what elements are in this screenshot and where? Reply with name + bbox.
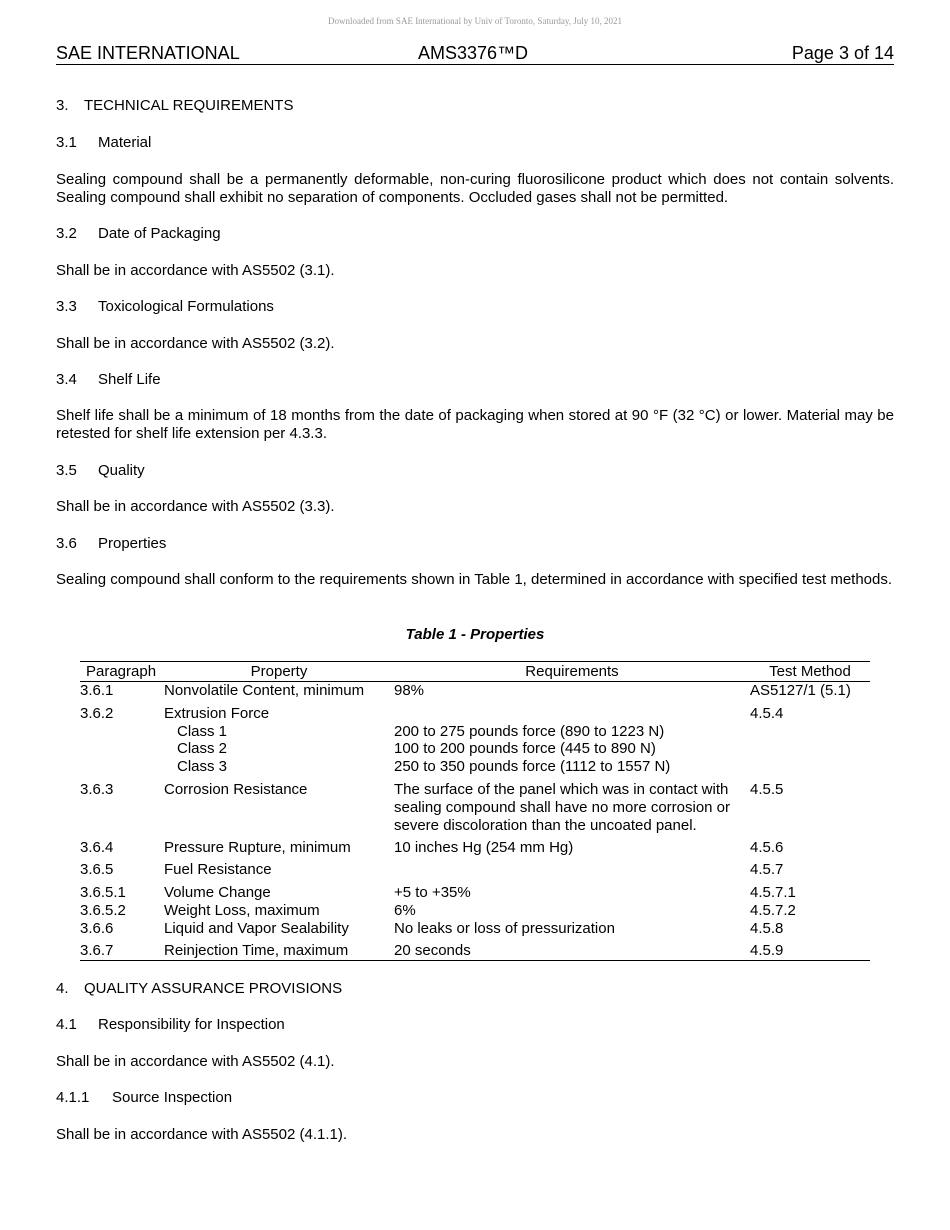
- section-3-5-heading: [56, 462, 145, 480]
- table-cell-method: 4.5.9: [750, 942, 784, 959]
- table-cell-paragraph: 3.6.2: [80, 705, 114, 722]
- table-caption: Table 1 - Properties: [405, 626, 545, 643]
- section-number: 3.4: [56, 371, 77, 388]
- table-cell-property: Corrosion Resistance: [164, 781, 308, 798]
- section-title: Shelf Life: [98, 371, 161, 388]
- table-cell-method: 4.5.5: [750, 781, 784, 798]
- header-organization: SAE INTERNATIONAL: [56, 43, 240, 63]
- section-4-1-heading: [56, 1016, 285, 1034]
- section-number: 4.1.1: [56, 1089, 90, 1106]
- table-cell-paragraph: 3.6.5: [80, 861, 114, 878]
- section-title: Quality: [98, 462, 145, 479]
- table-cell-method: 4.5.7: [750, 861, 784, 878]
- table-cell-requirement: 98%: [394, 682, 425, 699]
- section-3-1-heading: [56, 134, 151, 152]
- table-cell-property: Class 3: [177, 758, 228, 775]
- section-title: Toxicological Formulations: [98, 298, 274, 315]
- table-cell-property: Extrusion Force: [164, 705, 270, 722]
- table-cell-paragraph: 3.6.5.2: [80, 902, 126, 919]
- table-cell-paragraph: 3.6.7: [80, 942, 114, 959]
- section-number: 3.2: [56, 225, 77, 242]
- header-paragraph: Paragraph: [86, 663, 157, 680]
- download-watermark: Downloaded from SAE International by Univ of Toronto, Saturday, July 10, 2021: [327, 16, 623, 26]
- table-cell-requirement: 20 seconds: [394, 942, 471, 959]
- section-3-4-body: Shelf life shall be a minimum of 18 months from the date of packaging when stored at 90 °F (32 °C) or lower. Material may be retested for shelf life extension per 4.3.3.: [56, 407, 894, 442]
- table-cell-property: Volume Change: [164, 884, 271, 901]
- table-cell-method: 4.5.8: [750, 920, 784, 937]
- table-cell-requirement: 200 to 275 pounds force (890 to 1223 N): [394, 723, 665, 740]
- header-document-id: AMS3376™D: [418, 43, 529, 63]
- header-property: Property: [250, 663, 308, 680]
- section-3-6-body: Sealing compound shall conform to the requirements shown in Table 1, determined in accordance with specified test methods.: [56, 571, 893, 588]
- section-title: Material: [98, 134, 152, 151]
- section-number: 3.5: [56, 462, 77, 479]
- table-cell-property: Fuel Resistance: [164, 861, 272, 878]
- section-number: 3.6: [56, 535, 77, 552]
- table-cell-paragraph: 3.6.5.1: [80, 884, 126, 901]
- table-cell-method: 4.5.4: [750, 705, 784, 722]
- section-4-1-body: Shall be in accordance with AS5502 (4.1).: [56, 1053, 335, 1070]
- section-3-heading: [56, 97, 293, 115]
- section-4-1-1-heading: [56, 1089, 232, 1107]
- table-cell-method: 4.5.6: [750, 839, 784, 856]
- section-3-4-heading: [56, 371, 161, 389]
- table-cell-method: AS5127/1 (5.1): [750, 682, 851, 699]
- section-3-1-body: Sealing compound shall be a permanently deformable, non-curing fluorosilicone product which does not contain solvents. Sealing compound shall exhibit no separation of components. Occluded gases shall not be permitted.: [56, 171, 894, 206]
- table-cell-method: 4.5.7.2: [750, 902, 796, 919]
- table-top-rule: [80, 661, 870, 662]
- table-cell-property: Weight Loss, maximum: [164, 902, 320, 919]
- table-cell-requirement: No leaks or loss of pressurization: [394, 920, 615, 937]
- table-cell-property: Class 1: [177, 723, 228, 740]
- header-test-method: Test Method: [769, 663, 851, 680]
- section-title: QUALITY ASSURANCE PROVISIONS: [84, 980, 343, 997]
- table-cell-property: Pressure Rupture, minimum: [164, 839, 351, 856]
- section-title: Properties: [98, 535, 167, 552]
- table-cell-paragraph: 3.6.4: [80, 839, 114, 856]
- section-3-3-heading: [56, 298, 274, 316]
- section-4-1-1-body: Shall be in accordance with AS5502 (4.1.1).: [56, 1126, 348, 1143]
- table-cell-property: Nonvolatile Content, minimum: [164, 682, 365, 699]
- table-cell-requirement: 100 to 200 pounds force (445 to 890 N): [394, 740, 656, 757]
- section-3-3-body: Shall be in accordance with AS5502 (3.2).: [56, 335, 335, 352]
- table-cell-property: Liquid and Vapor Sealability: [164, 920, 349, 937]
- table-cell-requirement: 250 to 350 pounds force (1112 to 1557 N): [394, 758, 671, 775]
- section-number: 3.: [56, 97, 69, 114]
- table-cell-paragraph: 3.6.3: [80, 781, 114, 798]
- section-4-heading: [56, 980, 342, 998]
- table-cell-property: Class 2: [177, 740, 228, 757]
- section-3-2-body: Shall be in accordance with AS5502 (3.1).: [56, 262, 335, 279]
- section-title: Responsibility for Inspection: [98, 1016, 285, 1033]
- section-number: 3.1: [56, 134, 77, 151]
- section-number: 3.3: [56, 298, 77, 315]
- section-title: Date of Packaging: [98, 225, 221, 242]
- section-3-5-body: Shall be in accordance with AS5502 (3.3).: [56, 498, 335, 515]
- header-page-number: Page 3 of 14: [791, 43, 894, 63]
- table-cell-requirement: 6%: [394, 902, 416, 919]
- section-3-6-heading: [56, 535, 166, 553]
- section-title: TECHNICAL REQUIREMENTS: [84, 97, 294, 114]
- section-3-2-heading: [56, 225, 221, 243]
- table-cell-requirement: 10 inches Hg (254 mm Hg): [394, 839, 574, 856]
- table-cell-requirement: The surface of the panel which was in contact with sealing compound shall have no more corrosion or severe discoloration than the uncoated panel.: [394, 781, 731, 834]
- table-bottom-rule: [80, 960, 870, 961]
- section-number: 4.1: [56, 1016, 77, 1033]
- section-number: 4.: [56, 980, 69, 997]
- table-cell-paragraph: 3.6.1: [80, 682, 114, 699]
- section-title: Source Inspection: [112, 1089, 233, 1106]
- table-cell-property: Reinjection Time, maximum: [164, 942, 349, 959]
- header-requirements: Requirements: [525, 663, 619, 680]
- table-cell-paragraph: 3.6.6: [80, 920, 114, 937]
- table-cell-method: 4.5.7.1: [750, 884, 796, 901]
- page-header: [56, 43, 894, 65]
- table-cell-requirement: +5 to +35%: [394, 884, 471, 901]
